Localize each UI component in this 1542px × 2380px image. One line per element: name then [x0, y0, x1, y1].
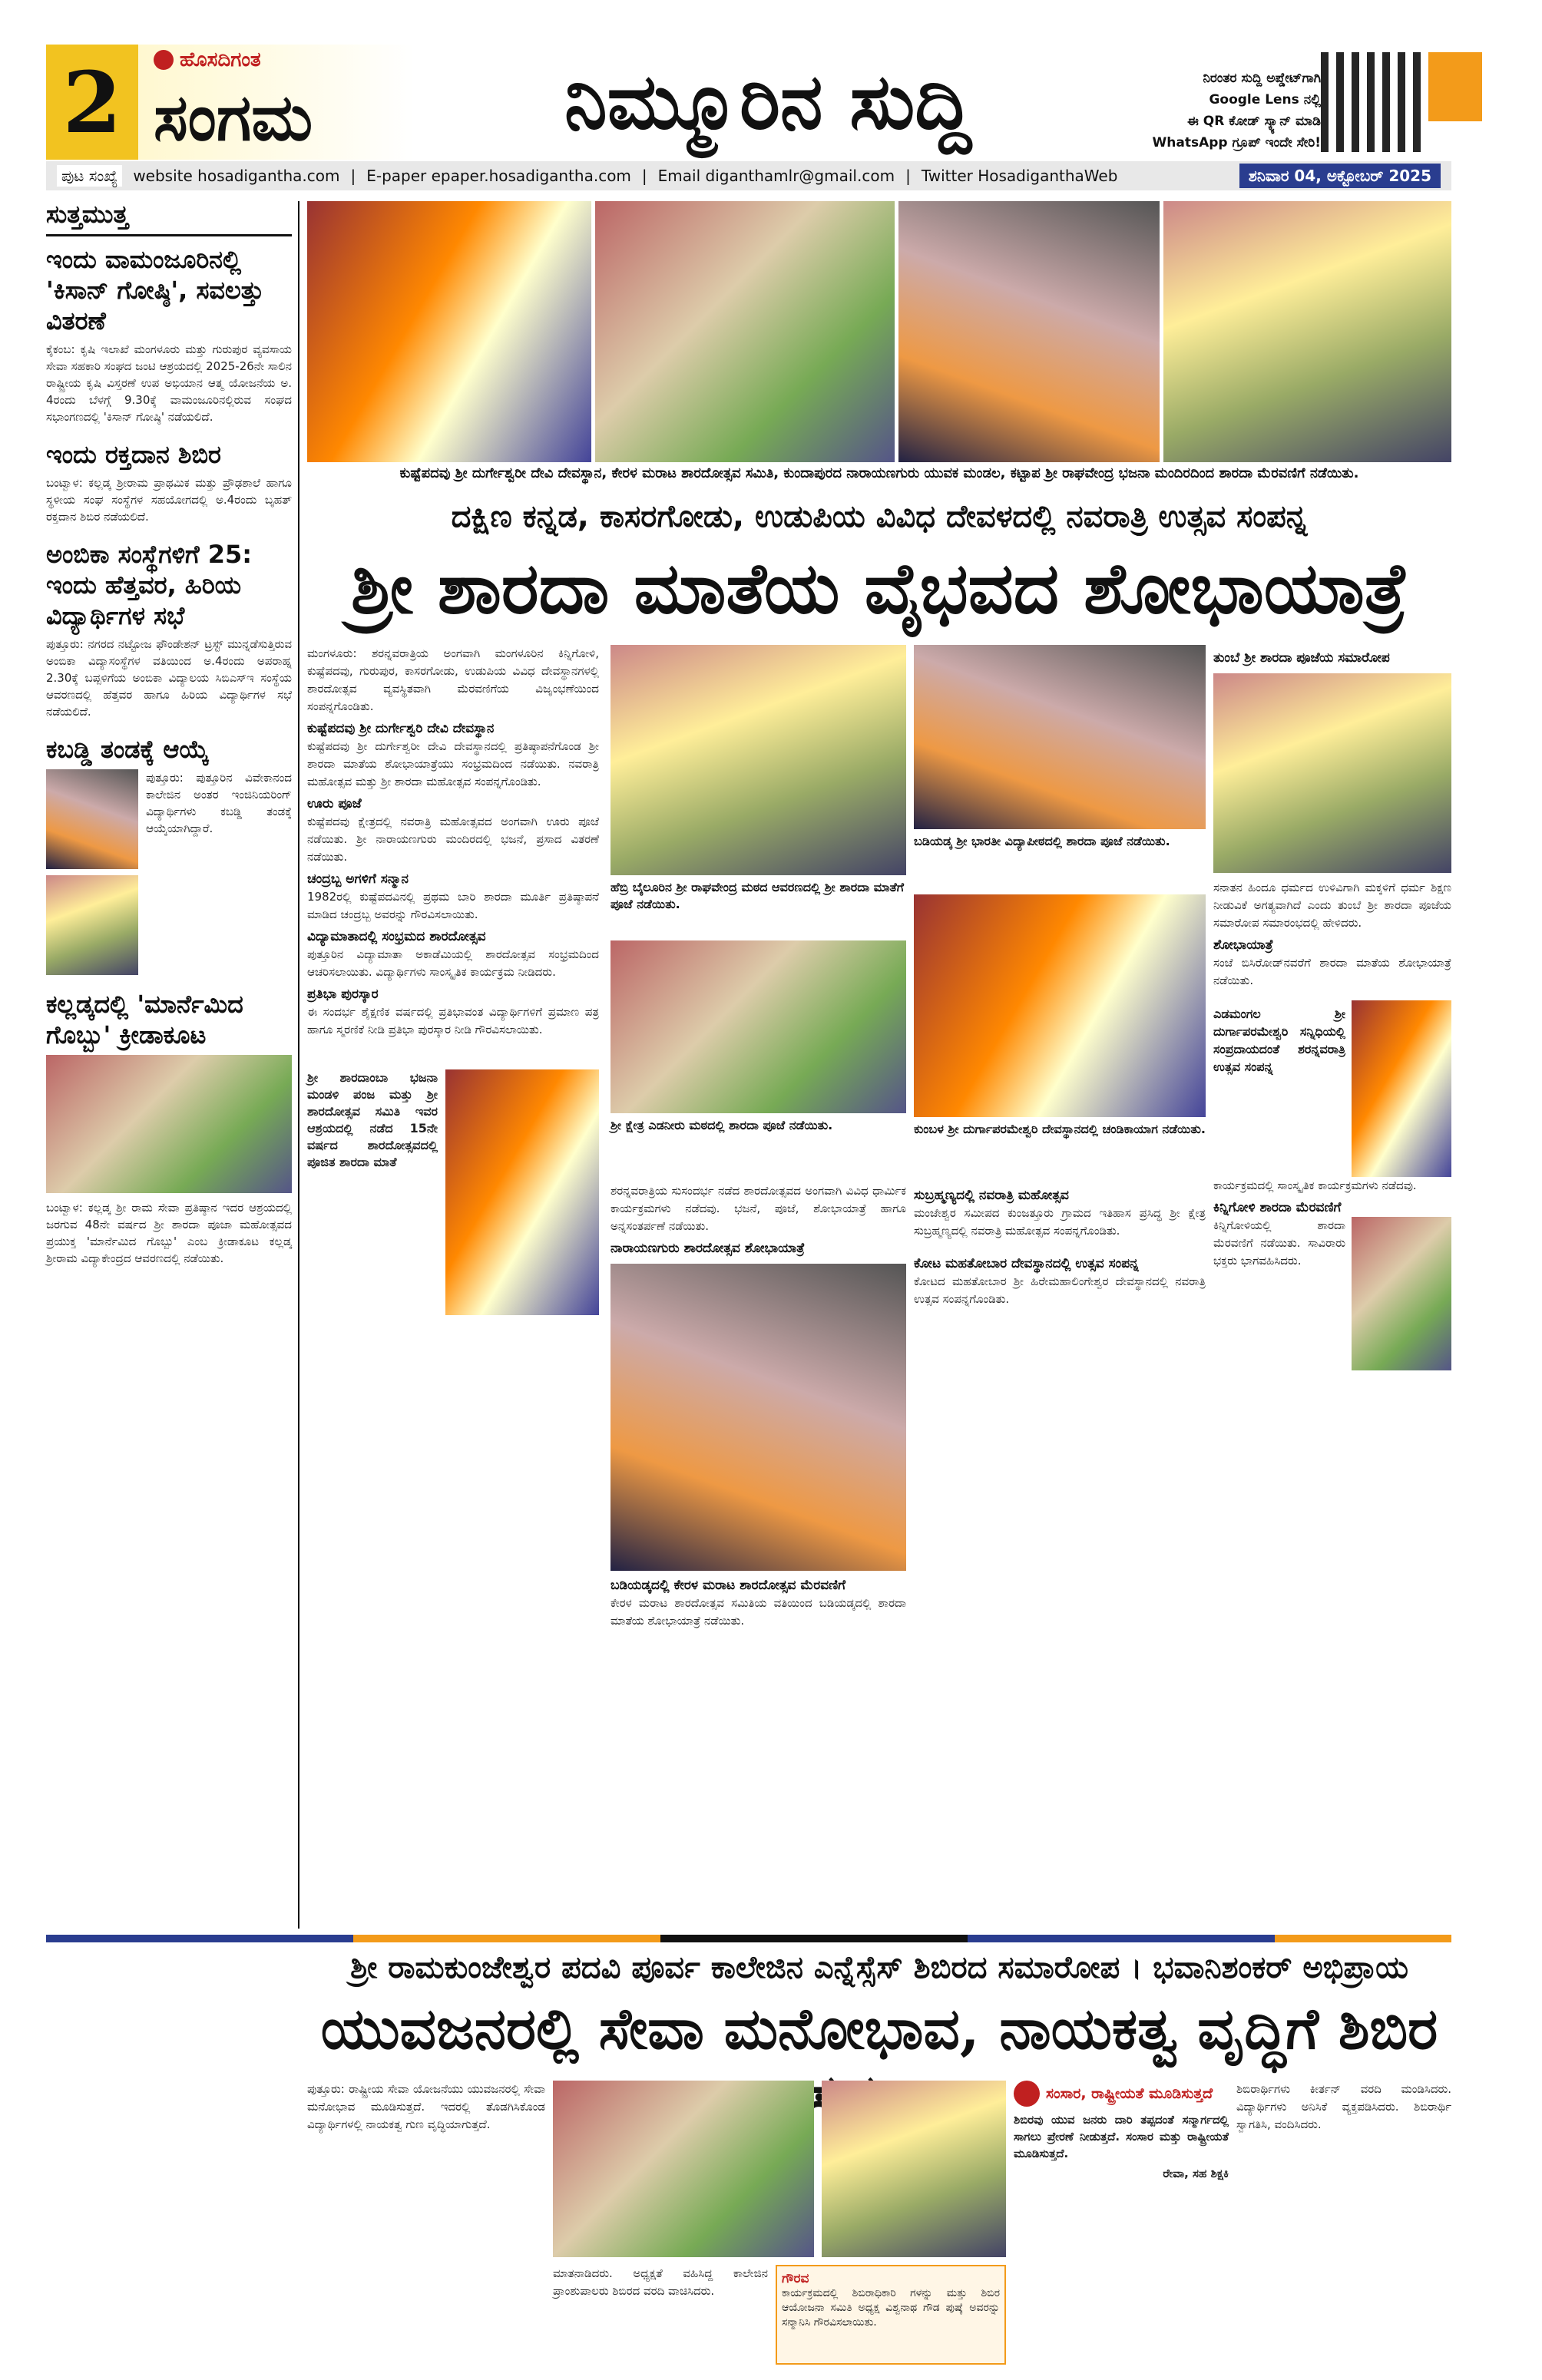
bottom-column-5: ಶಿಬಿರಾರ್ಥಿಗಳು ಕೀರ್ತನ್ ವರದಿ ಮಂಡಿಸಿದರು. ವಿದ್ಯಾರ್ಥಿಗಳು ಅನಿಸಿಕೆ ವ್ಯಕ್ತಪಡಿಸಿದರು. ಶಿಬಿರಾರ್ಥಿ ಸ್ವಾಗತಿಸಿ, ವಂದಿಸಿದರು. [1236, 2082, 1451, 2131]
story-text: ಕುಷ್ಟೆಪದವು ಶ್ರೀ ದುರ್ಗೇಶ್ವರೀ ದೇವಿ ದೇವಸ್ಥಾನದಲ್ಲಿ ಪ್ರತಿಷ್ಠಾಪನೆಗೊಂಡ ಶ್ರೀ ಶಾರದಾ ಮಾತೆಯ ಶೋಭಾಯಾತ್ರೆಯು ಸಂಭ್ರಮದಿಂದ ನಡೆಯಿತು. ನವರಾತ್ರಿ ಮಹೋತ್ಸವ ಮತ್ತು ಶ್ರೀ ಶಾರದಾ ಮಹೋತ್ಸವ ಸಂಪನ್ನಗೊಂಡಿತು. [307, 739, 599, 788]
column-divider [298, 201, 299, 1929]
story-text: ಮಂಗಳೂರು: ಶರನ್ನವರಾತ್ರಿಯ ಅಂಗವಾಗಿ ಮಂಗಳೂರಿನ ಕಿನ್ನಿಗೋಳಿ, ಕುಷ್ಟೆಪದವು, ಗುರುಪುರ, ಕಾಸರಗೋಡು, ಉಡುಪಿಯ ವಿವಿಧ ದೇವಸ್ಥಾನಗಳಲ್ಲಿ ಶಾರದೋತ್ಸವ ವ್ಯವಸ್ಥಿತವಾಗಿ ಮೆರವಣಿಗೆಯ ವಿಜೃಂಭಣೆಯಿಂದ ಸಂಪನ್ನಗೊಂಡಿತು. [307, 646, 599, 713]
story-body: ಪುತ್ತೂರು: ನಗರದ ನಟ್ಟೋಜ ಫೌಂಡೇಶನ್ ಟ್ರಸ್ಟ್ ಮುನ್ನಡೆಸುತ್ತಿರುವ ಅಂಬಿಕಾ ವಿದ್ಯಾಸಂಸ್ಥೆಗಳ ವತಿಯಿಂದ ಅ.4ರಂದು ಅಪರಾಹ್ನ 2.30ಕ್ಕೆ ಬಪ್ಪಳಿಗೆಯ ಅಂಬಿಕಾ ವಿದ್ಯಾಲಯ ಸಿಬಿಎಸ್‌ಇ ಸಂಸ್ಥೆಯ ಆವರಣದಲ್ಲಿ ಹೆತ್ತವರ ಹಾಗೂ ಹಿರಿಯ ವಿದ್ಯಾರ್ಥಿಗಳ ಸಭೆ ನಡೆಯಲಿದೆ. [46, 637, 292, 719]
subhead: ತುಂಬೆ ಶ್ರೀ ಶಾರದಾ ಪೂಜೆಯ ಸಮಾರೋಪ [1213, 650, 1390, 666]
issue-date: ಶನಿವಾರ 04, ಅಕ್ಟೋಬರ್ 2025 [1239, 164, 1441, 188]
subhead: ಚಂದ್ರಬ್ಬ ಅಗಳಿಗೆ ಸನ್ಮಾನ [307, 871, 409, 887]
subhead: ಕುಷ್ಟೆಪದವು ಶ್ರೀ ದುರ್ಗೇಶ್ವರಿ ದೇವಿ ದೇವಸ್ಥಾನ [307, 721, 495, 736]
bottom-headline: ಯುವಜನರಲ್ಲಿ ಸೇವಾ ಮನೋಭಾವ, ನಾಯಕತ್ವ ವೃದ್ಧಿಗೆ ಶಿಬಿರ [320, 1996, 1438, 2062]
photo-caption: ಶ್ರೀ ಶಾರದಾಂಬಾ ಭಜನಾ ಮಂಡಳಿ ಪಂಜ ಮತ್ತು ಶ್ರೀ ಶಾರದೋತ್ಸವ ಸಮಿತಿ ಇವರ ಆಶ್ರಯದಲ್ಲಿ ನಡೆದ 15ನೇ ವರ್ಷದ ಶಾರದೋತ್ಸವದಲ್ಲಿ ಪೂಜಿತ ಶಾರದಾ ಮಾತೆ [307, 1070, 438, 1169]
ribbon-title: ನಿಮ್ಮೂರಿನ ಸುದ್ದಿ [564, 57, 971, 147]
photo-caption: ಬಡಿಯಡ್ಕ ಶ್ರೀ ಭಾರತೀ ವಿದ್ಯಾಪೀಠದಲ್ಲಿ ಶಾರದಾ ಪೂಜೆ ನಡೆಯಿತು. [914, 834, 1170, 848]
bottom-column-2: ಮಾತನಾಡಿದರು. ಅಧ್ಯಕ್ಷತೆ ವಹಿಸಿದ್ದ ಕಾಲೇಜಿನ ಪ್ರಾಂಶುಪಾಲರು ಶಿಬಿರದ ವರದಿ ವಾಚಿಸಿದರು. [553, 2266, 768, 2298]
page-number: 2 [46, 45, 138, 160]
story-text: ಶರನ್ನವರಾತ್ರಿಯ ಸುಸಂದರ್ಭ ನಡೆದ ಶಾರದೋತ್ಸವದ ಅಂಗವಾಗಿ ವಿವಿಧ ಧಾರ್ಮಿಕ ಕಾರ್ಯಕ್ರಮಗಳು ನಡೆದವು. ಭಜನೆ, ಪೂಜೆ, ಶೋಭಾಯಾತ್ರೆ ಹಾಗೂ ಅನ್ನಸಂತರ್ಪಣೆ ನಡೆಯಿತು. [611, 1184, 906, 1233]
photo-caption: ಹೆಬ್ರಿ ಬೈಲೂರಿನ ಶ್ರೀ ರಾಘವೇಂದ್ರ ಮಠದ ಆವರಣದಲ್ಲಿ ಶ್ರೀ ಶಾರದಾ ಮಾತೆಗೆ ಪೂಜೆ ನಡೆಯಿತು. [611, 880, 905, 911]
story-headline: ಇಂದು ವಾಮಂಜೂರಿನಲ್ಲಿ 'ಕಿಸಾನ್ ಗೋಷ್ಠಿ', ಸವಲತ್ತು ವಿತರಣೆ [46, 245, 264, 336]
story-text: ಕಿನ್ನಿಗೋಳಿಯಲ್ಲಿ ಶಾರದಾ ಮೆರವಣಿಗೆ ನಡೆಯಿತು. ಸಾವಿರಾರು ಭಕ್ತರು ಭಾಗವಹಿಸಿದರು. [1213, 1218, 1345, 1268]
story-column-4 [914, 1182, 1206, 1919]
section-name: ಸಂಗಮ [154, 79, 313, 155]
award-title: ಗೌರವ [782, 2271, 809, 2286]
qr-code-icon[interactable] [1321, 52, 1421, 152]
logo-icon [154, 50, 174, 70]
paper-name-text: ಹೊಸದಿಗಂತ [180, 48, 261, 71]
quote-box [1014, 2004, 1229, 2365]
ritual-photo [611, 940, 906, 1113]
bottom-divider [46, 1935, 1451, 1942]
subhead: ನಾರಾಯಣಗುರು ಶಾರದೋತ್ಸವ ಶೋಭಾಯಾತ್ರೆ [611, 1241, 805, 1256]
portrait-photo [46, 875, 138, 975]
website-link[interactable]: website hosadigantha.com [133, 167, 340, 185]
procession-photo [898, 201, 1160, 462]
top-photo-caption: ಕುಷ್ಟೆಪದವು ಶ್ರೀ ದುರ್ಗೇಶ್ವರೀ ದೇವಿ ದೇವಸ್ಥಾನ, ಕೇರಳ ಮರಾಟ ಶಾರದೋತ್ಸವ ಸಮಿತಿ, ಕುಂದಾಪುರದ ನಾರಾಯಣಗುರು ಯುವಕ ಮಂಡಲ, ಕಟ್ಟಾಪ ಶ್ರೀ ರಾಘವೇಂದ್ರ ಭಜನಾ ಮಂದಿರದಿಂದ ಶಾರದಾ ಮೆರವಣಿಗೆ ನಡೆಯಿತು. [399, 465, 1359, 481]
photo-caption: ಕುಂಬಳ ಶ್ರೀ ದುರ್ಗಾಪರಮೇಶ್ವರಿ ದೇವಸ್ಥಾನದಲ್ಲಿ ಚಂಡಿಕಾಯಾಗ ನಡೆಯಿತು. [914, 1122, 1206, 1136]
quote-title: ಸಂಸಾರ, ರಾಷ್ಟ್ರೀಯತೆ ಮೂಡಿಸುತ್ತದೆ [1046, 2085, 1213, 2102]
story-text: ಕಾರ್ಯಕ್ರಮದಲ್ಲಿ ಸಾಂಸ್ಕೃತಿಕ ಕಾರ್ಯಕ್ರಮಗಳು ನಡೆದವು. [1213, 1178, 1417, 1192]
inline-photo-block [307, 1069, 599, 1315]
masthead [46, 45, 1436, 160]
story-column-3 [611, 1182, 906, 1919]
procession-photo [595, 201, 895, 462]
subhead: ಬಡಿಯಡ್ಕದಲ್ಲಿ ಕೇರಳ ಮರಾಟ ಶಾರದೋತ್ಸವ ಮೆರವಣಿಗೆ [611, 1578, 846, 1593]
ritual-photo [914, 894, 1206, 1117]
procession-night-photo [611, 1264, 906, 1571]
ritual-photo [914, 645, 1206, 829]
qr-line: ಈ QR ಕೋಡ್ ಸ್ಕ್ಯಾನ್ ಮಾಡಿ [1187, 114, 1321, 129]
story-text: ಕುಷ್ಟೆಪದವು ಕ್ಷೇತ್ರದಲ್ಲಿ ನವರಾತ್ರಿ ಮಹೋತ್ಸವದ ಅಂಗವಾಗಿ ಊರು ಪೂಜೆ ನಡೆಯಿತು. ಶ್ರೀ ನಾರಾಯಣಗುರು ಮಂದಿರದಲ್ಲಿ ಭಜನೆ, ಪ್ರಸಾದ ವಿತರಣೆ ನಡೆಯಿತು. [307, 815, 599, 864]
story-text: ಈ ಸಂದರ್ಭ ಶೈಕ್ಷಣಿಕ ವರ್ಷದಲ್ಲಿ ಪ್ರತಿಭಾವಂತ ವಿದ್ಯಾರ್ಥಿಗಳಿಗೆ ಪ್ರಮಾಣ ಪತ್ರ ಹಾಗೂ ಸ್ಮರಣಿಕೆ ನೀಡಿ ಪ್ರತಿಭಾ ಪುರಸ್ಕಾರ ನೀಡಿ ಗೌರವಿಸಲಾಯಿತು. [307, 1005, 599, 1036]
quote-text: ಶಿಬಿರವು ಯುವ ಜನರು ದಾರಿ ತಪ್ಪದಂತೆ ಸನ್ಮಾರ್ಗದಲ್ಲಿ ಸಾಗಲು ಪ್ರೇರಣೆ ನೀಡುತ್ತದೆ. ಸಂಸಾರ ಮತ್ತು ರಾಷ್ಟ್ರೀಯತೆ ಮೂಡಿಸುತ್ತದೆ. [1014, 2113, 1229, 2160]
story-headline: ಕಬಡ್ಡಿ ತಂಡಕ್ಕೆ ಆಯ್ಕೆ [46, 735, 210, 764]
qr-line: Google Lens ನಲ್ಲಿ [1209, 92, 1321, 107]
idol-photo [1352, 1000, 1451, 1177]
subhead: ಊರು ಪೂಜೆ [307, 796, 362, 812]
subhead: ಎಡಮಂಗಲ ಶ್ರೀ ದುರ್ಗಾಪರಮೇಶ್ವರಿ ಸನ್ನಿಧಿಯಲ್ಲಿ ಸಂಪ್ರದಾಯದಂತೆ ಶರನ್ನವರಾತ್ರಿ ಉತ್ಸವ ಸಂಪನ್ನ [1213, 1007, 1345, 1074]
story-body: ಪುತ್ತೂರು: ಪುತ್ತೂರಿನ ವಿವೇಕಾನಂದ ಕಾಲೇಜಿನ ಅಂತರ ಇಂಜಿನಿಯರಿಂಗ್ ವಿದ್ಯಾರ್ಥಿಗಳು ಕಬಡ್ಡಿ ತಂಡಕ್ಕೆ ಆಯ್ಕೆಯಾಗಿದ್ದಾರೆ. [146, 771, 292, 835]
subhead: ಪ್ರತಿಭಾ ಪುರಸ್ಕಾರ [307, 987, 379, 1002]
event-photo [1213, 673, 1451, 873]
idol-photo [1352, 1217, 1451, 1370]
kicker: ದಕ್ಷಿಣ ಕನ್ನಡ, ಕಾಸರಗೋಡು, ಉಡುಪಿಯ ವಿವಿಧ ದೇವಳದಲ್ಲಿ ನವರಾತ್ರಿ ಉತ್ಸವ ಸಂಪನ್ನ [451, 499, 1308, 534]
twitter-link[interactable]: Twitter HosadiganthaWeb [921, 167, 1118, 185]
subhead: ಕೋಟ ಮಹತೋಬಾರ ದೇವಸ್ಥಾನದಲ್ಲಿ ಉತ್ಸವ ಸಂಪನ್ನ [914, 1256, 1139, 1271]
bottom-kicker: ಶ್ರೀ ರಾಮಕುಂಜೇಶ್ವರ ಪದವಿ ಪೂರ್ವ ಕಾಲೇಜಿನ ಎನ್ನೆಸ್ಸೆಸ್ ಶಿಬಿರದ ಸಮಾರೋಪ । ಭವಾನಿಶಂಕರ್ ಅಭಿಪ್ರಾಯ [350, 1950, 1408, 1985]
left-column [46, 200, 292, 1927]
paper-name [154, 45, 491, 75]
edamangala-block [1213, 1000, 1451, 1177]
award-text: ಕಾರ್ಯಕ್ರಮದಲ್ಲಿ ಶಿಬಿರಾಧಿಕಾರಿ ಗಳನ್ನು ಮತ್ತು ಶಿಬಿರ ಆಯೋಜನಾ ಸಮಿತಿ ಅಧ್ಯಕ್ಷ ವಿಶ್ವನಾಥ ಗೌಡ ಪುಷ್ಕೆ ಅವರನ್ನು ಸನ್ಮಾನಿಸಿ ಗೌರವಿಸಲಾಯಿತು. [782, 2287, 1000, 2329]
qr-instructions [1044, 68, 1321, 160]
qr-line: ನಿರಂತರ ಸುದ್ದಿ ಅಪ್ಡೇಟ್‌ಗಾಗಿ [1203, 71, 1321, 86]
subhead: ಕಿನ್ನಿಗೋಳಿ ಶಾರದಾ ಮೆರವಣಿಗೆ [1213, 1200, 1342, 1215]
award-box [776, 2265, 1006, 2365]
goddess-photo [445, 1069, 599, 1315]
story-text: 1982ರಲ್ಲಿ ಕುಷ್ಟೆಪದವಿನಲ್ಲಿ ಪ್ರಥಮ ಬಾರಿ ಶಾರದಾ ಮೂರ್ತಿ ಪ್ರತಿಷ್ಠಾಪನೆ ಮಾಡಿದ ಚಂದ್ರಬ್ಬ ಅವರನ್ನು ಗೌರವಿಸಲಾಯಿತು. [307, 890, 599, 921]
portrait-stack [46, 769, 138, 975]
story-text: ಪುತ್ತೂರಿನ ವಿದ್ಯಾಮಾತಾ ಅಕಾಡೆಮಿಯಲ್ಲಿ ಶಾರದೋತ್ಸವ ಸಂಭ್ರಮದಿಂದ ಆಚರಿಸಲಾಯಿತು. ವಿದ್ಯಾರ್ಥಿಗಳು ಸಾಂಸ್ಕೃತಿಕ ಕಾರ್ಯಕ್ರಮ ನೀಡಿದರು. [307, 947, 599, 979]
column-title: ಸುತ್ತಮುತ್ತ [46, 200, 292, 236]
story-text: ಮಂಜೇಶ್ವರ ಸಮೀಪದ ಕುಂಜತ್ತೂರು ಗ್ರಾಮದ ಇತಿಹಾಸ ಪ್ರಸಿದ್ಧ ಶ್ರೀ ಕ್ಷೇತ್ರ ಸುಬ್ರಹ್ಮಣ್ಯದಲ್ಲಿ ನವರಾತ್ರಿ ಮಹೋತ್ಸವ ಸಂಪನ್ನಗೊಂಡಿತು. [914, 1206, 1206, 1238]
story-headline: ಅಂಬಿಕಾ ಸಂಸ್ಥೆಗಳಿಗೆ 25: ಇಂದು ಹೆತ್ತವರ, ಹಿರಿಯ ವಿದ್ಯಾರ್ಥಿಗಳ ಸಭೆ [46, 540, 253, 630]
procession-photo [307, 201, 591, 462]
photo-caption: ಶ್ರೀ ಕ್ಷೇತ್ರ ಎಡನೀರು ಮಠದಲ್ಲಿ ಶಾರದಾ ಪೂಜೆ ನಡೆಯಿತು. [611, 1118, 833, 1132]
email-link[interactable]: Email diganthamlr@gmail.com [657, 167, 895, 185]
quote-author: ರೇವಾ, ಸಹ ಶಿಕ್ಷಕಿ [1163, 2167, 1229, 2180]
story-text: ಸಂಜೆ ಬಿಸಿರೋಡ್‌ನವರೆಗೆ ಶಾರದಾ ಮಾತೆಯ ಶೋಭಾಯಾತ್ರೆ ನಡೆಯಿತು. [1213, 956, 1451, 987]
story-body: ಕೈಕಂಬ: ಕೃಷಿ ಇಲಾಖೆ ಮಂಗಳೂರು ಮತ್ತು ಗುರುಪುರ ವ್ಯವಸಾಯ ಸೇವಾ ಸಹಕಾರಿ ಸಂಘದ ಜಂಟಿ ಆಶ್ರಯದಲ್ಲಿ 2025-26ನೇ ಸಾಲಿನ ರಾಷ್ಟ್ರೀಯ ಕೃಷಿ ವಿಸ್ತರಣೆ ಉಪ ಅಭಿಯಾನ ಆತ್ಮ ಯೋಜನೆಯ ಅ. 4ರಂದು ಬೆಳಗ್ಗೆ 9.30ಕ್ಕೆ ವಾಮಂಜೂರಿನಲ್ಲಿರುವ ಸಂಘದ ಸಭಾಂಗಣದಲ್ಲಿ 'ಕಿಸಾನ್ ಗೋಷ್ಠಿ' ನಡೆಯಲಿದೆ. [46, 342, 292, 424]
portrait-photo [46, 769, 138, 869]
quote-icon [1014, 2081, 1040, 2107]
group-photo [553, 2081, 814, 2257]
stage-photo [822, 2081, 1006, 2257]
ritual-photo [611, 645, 906, 875]
headline: ಶ್ರೀ ಶಾರದಾ ಮಾತೆಯ ವೈಭವದ ಶೋಭಾಯಾತ್ರೆ [350, 547, 1408, 630]
kinnigoli-block [1213, 1217, 1451, 1370]
story-body: ಬಂಟ್ವಾಳ: ಕಲ್ಲಡ್ಕ ಶ್ರೀ ರಾಮ ಸೇವಾ ಪ್ರತಿಷ್ಠಾನ ಇದರ ಆಶ್ರಯದಲ್ಲಿ ಜರಗುವ 48ನೇ ವರ್ಷದ ಶ್ರೀ ಶಾರದಾ ಪೂಜಾ ಮಹೋತ್ಸವದ ಪ್ರಯುಕ್ತ 'ಮಾರ್ನೆಮಿದ ಗೊಬ್ಬು' ಎಂಬ ಕ್ರೀಡಾಕೂಟ ಕಲ್ಲಡ್ಕ ಶ್ರೀರಾಮ ವಿದ್ಯಾಕೇಂದ್ರದ ಆವರಣದಲ್ಲಿ ನಡೆಯಿತು. [46, 1201, 292, 1265]
info-strip: ಪುಟ ಸಂಖ್ಯೆ website hosadigantha.com | E-paper epaper.hosadigantha.com | Email diganthamlr@gmail.com | Twitter HosadiganthaWeb ಶನಿವಾರ 04, ಅಕ್ಟೋಬರ್ 2025 [46, 161, 1451, 190]
story-text: ಸನಾತನ ಹಿಂದೂ ಧರ್ಮದ ಉಳಿವಿಗಾಗಿ ಮಕ್ಕಳಿಗೆ ಧರ್ಮ ಶಿಕ್ಷಣ ನೀಡುವಿಕೆ ಅಗತ್ಯವಾಗಿದೆ ಎಂದು ತುಂಬೆ ಶ್ರೀ ಶಾರದಾ ಪೂಜೆಯ ಸಮಾರೋಪ ಸಮಾರಂಭದಲ್ಲಿ ಹೇಳಿದರು. [1213, 881, 1451, 930]
story-headline: ಕಲ್ಲಡ್ಕದಲ್ಲಿ 'ಮಾರ್ನೆಮಿದ ಗೊಬ್ಬು' ಕ್ರೀಡಾಕೂಟ [46, 990, 243, 1050]
procession-photo [1163, 201, 1451, 462]
sports-photo [46, 1055, 292, 1193]
edition-label: ಪುಟ ಸಂಖ್ಯೆ [57, 165, 122, 187]
subhead: ವಿದ್ಯಾಮಾತಾದಲ್ಲಿ ಸಂಭ್ರಮದ ಶಾರದೋತ್ಸವ [307, 929, 486, 944]
qr-line: WhatsApp ಗ್ರೂಪ್ ಇಂದೇ ಸೇರಿ! [1152, 135, 1321, 150]
story-body: ಬಂಟ್ವಾಳ: ಕಲ್ಲಡ್ಕ ಶ್ರೀರಾಮ ಪ್ರಾಥಮಿಕ ಮತ್ತು ಪ್ರೌಢಶಾಲೆ ಹಾಗೂ ಸ್ಥಳೀಯ ಸಂಘ ಸಂಸ್ಥೆಗಳ ಸಹಯೋಗದಲ್ಲಿ ಅ.4ರಂದು ಬೃಹತ್ ರಕ್ತದಾನ ಶಿಬಿರ ನಡೆಯಲಿದೆ. [46, 476, 292, 524]
subhead: ಶೋಭಾಯಾತ್ರೆ [1213, 937, 1273, 953]
story-headline: ಇಂದು ರಕ್ತದಾನ ಶಿಬಿರ [46, 440, 221, 469]
orange-block [1428, 52, 1482, 121]
epaper-link[interactable]: E-paper epaper.hosadigantha.com [366, 167, 631, 185]
subhead: ಸುಬ್ರಹ್ಮಣ್ಯದಲ್ಲಿ ನವರಾತ್ರಿ ಮಹೋತ್ಸವ [914, 1188, 1069, 1203]
story-text: ಕೋಟದ ಮಹತೋಬಾರ ಶ್ರೀ ಹಿರೇಮಹಾಲಿಂಗೇಶ್ವರ ದೇವಸ್ಥಾನದಲ್ಲಿ ನವರಾತ್ರಿ ಉತ್ಸವ ಸಂಪನ್ನಗೊಂಡಿತು. [914, 1274, 1206, 1306]
bottom-column-1: ಪುತ್ತೂರು: ರಾಷ್ಟ್ರೀಯ ಸೇವಾ ಯೋಜನೆಯು ಯುವಜನರಲ್ಲಿ ಸೇವಾ ಮನೋಭಾವ ಮೂಡಿಸುತ್ತದೆ. ಇದರಲ್ಲಿ ತೊಡಗಿಸಿಕೊಂಡ ವಿದ್ಯಾರ್ಥಿಗಳಲ್ಲಿ ನಾಯಕತ್ವ ಗುಣ ವೃದ್ಧಿಯಾಗುತ್ತದೆ. [307, 2082, 545, 2131]
story-column-5 [1213, 645, 1451, 1919]
story-column-1 [307, 645, 599, 1919]
story-text: ಕೇರಳ ಮರಾಟ ಶಾರದೋತ್ಸವ ಸಮಿತಿಯ ವತಿಯಿಂದ ಬಡಿಯಡ್ಕದಲ್ಲಿ ಶಾರದಾ ಮಾತೆಯ ಶೋಭಾಯಾತ್ರೆ ನಡೆಯಿತು. [611, 1596, 906, 1628]
